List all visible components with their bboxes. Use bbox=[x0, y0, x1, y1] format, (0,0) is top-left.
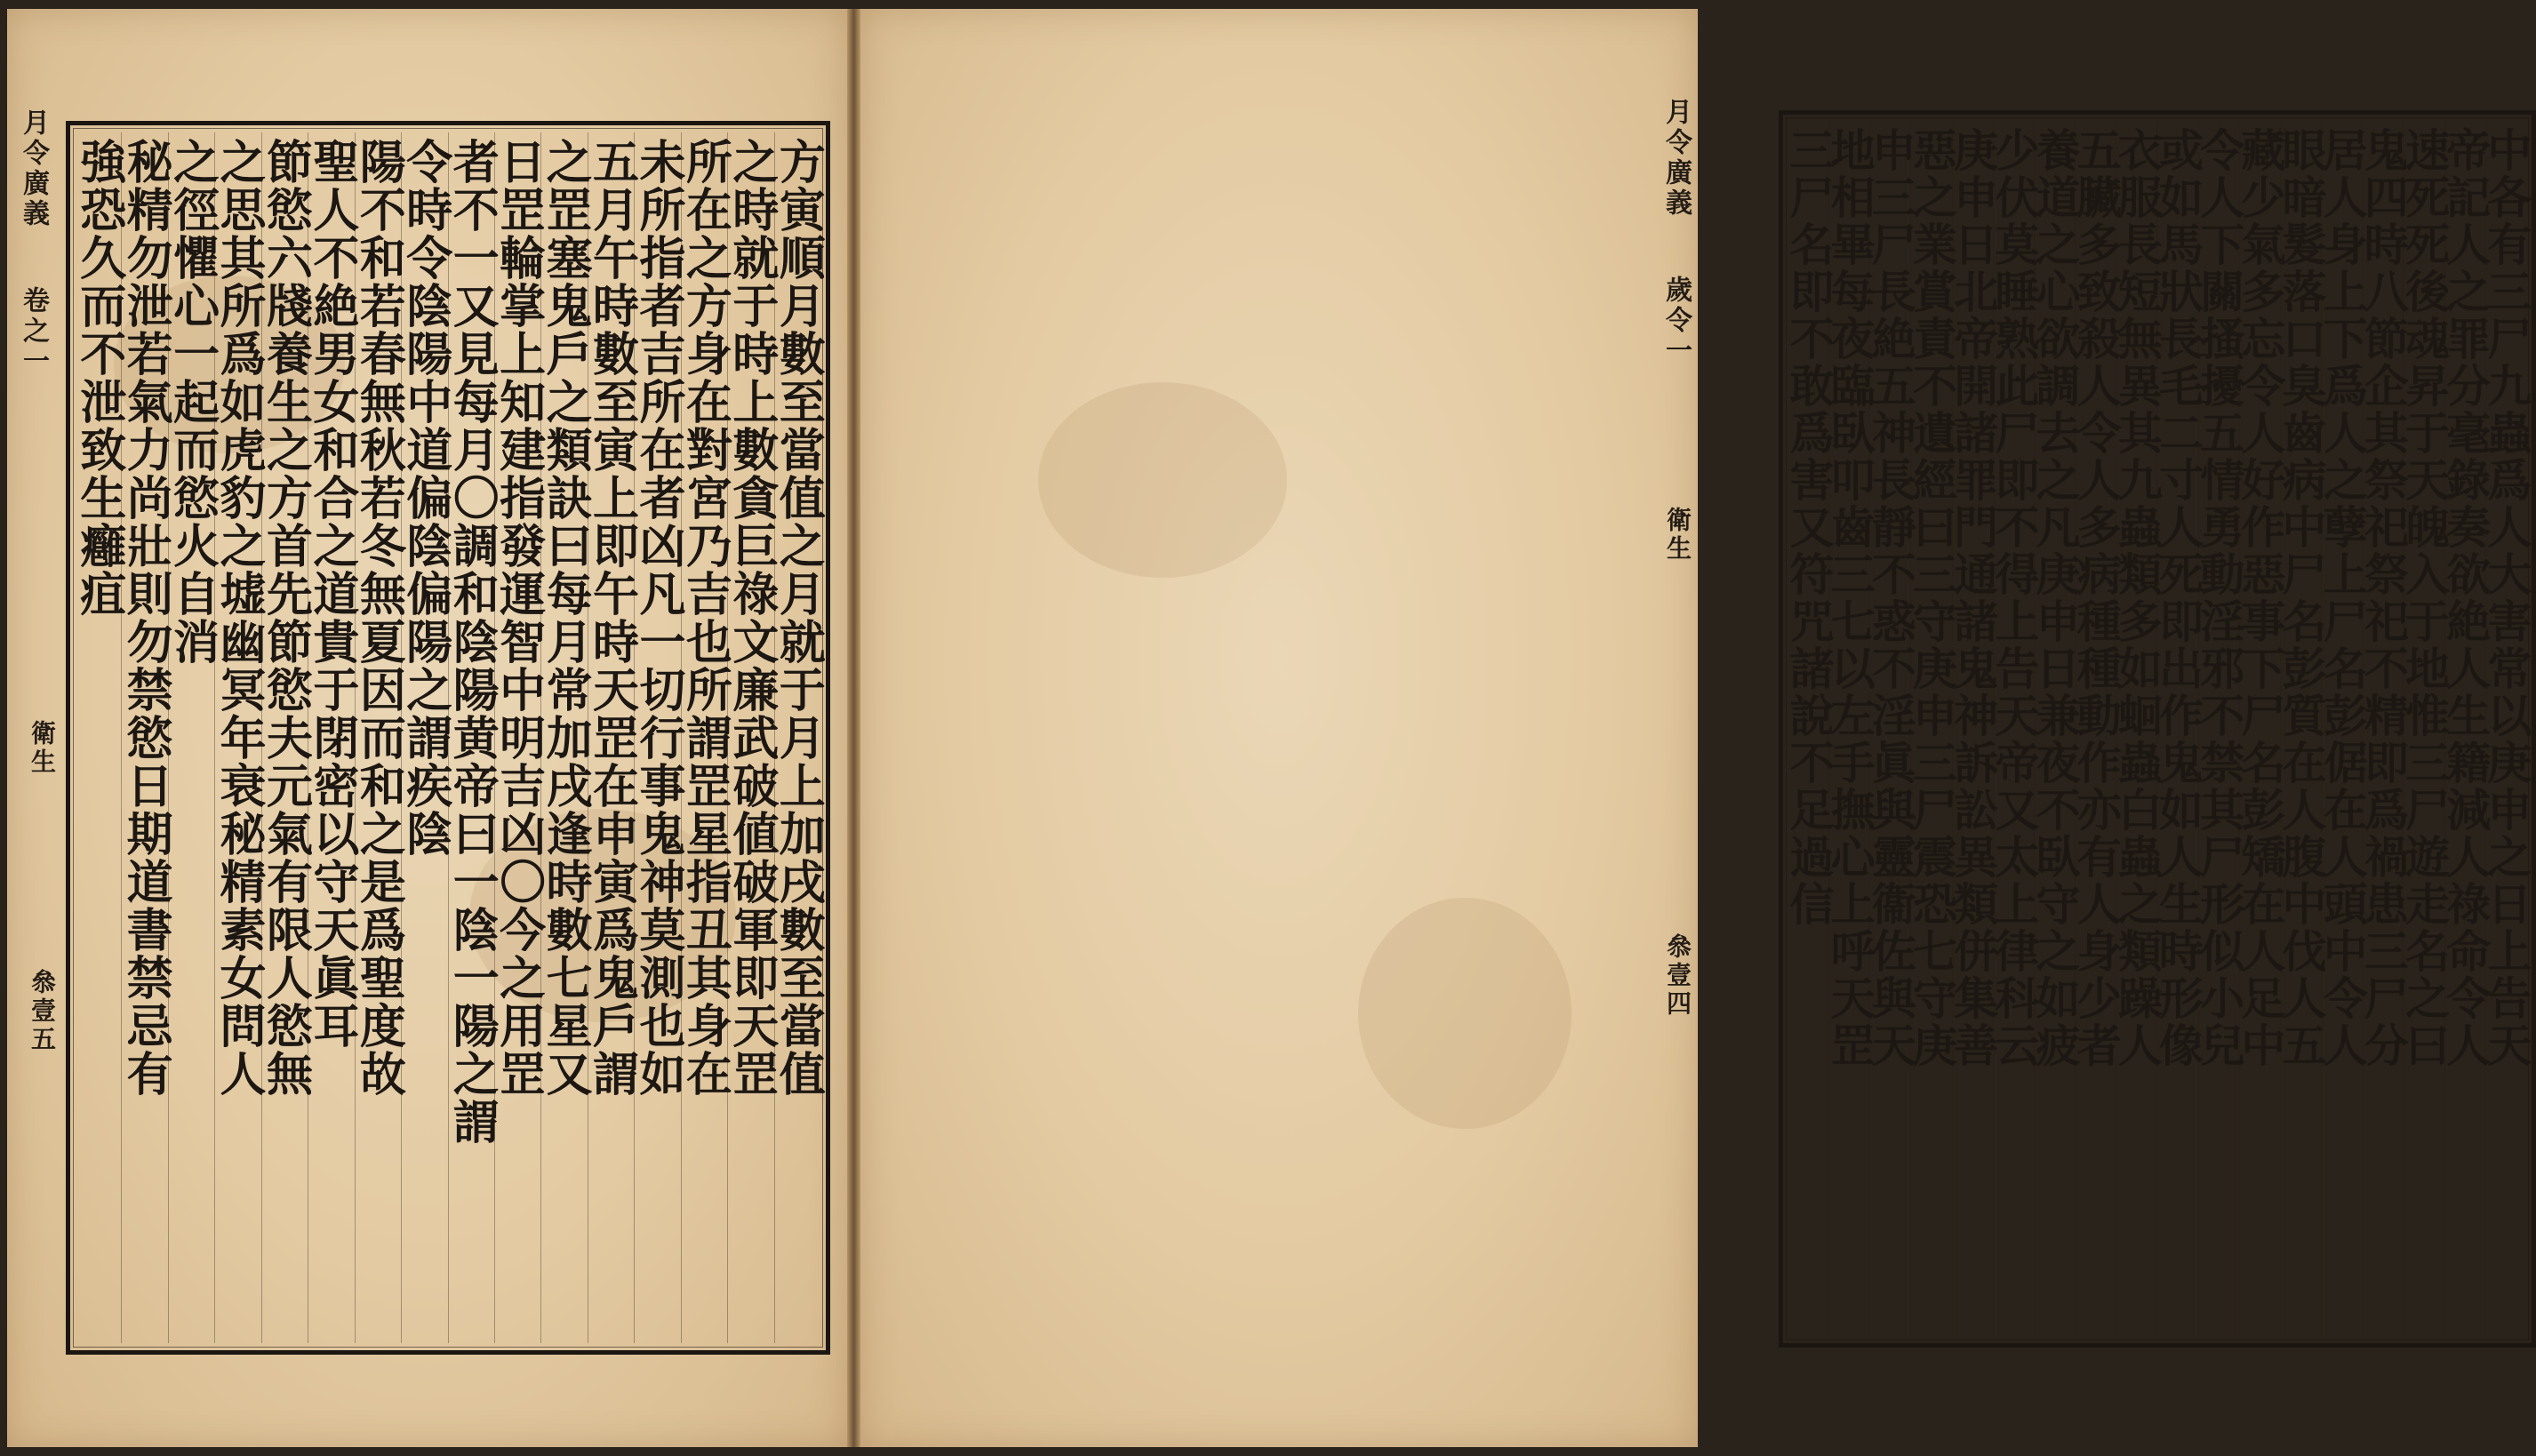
column-text: 少伏莫睡熟此尸即不得上告天帝又太上律科云 bbox=[1988, 127, 2041, 1069]
text-column bbox=[584, 132, 639, 1343]
left-margin-folio: 叅壹五 bbox=[28, 969, 57, 1054]
column-text: 庚申日北帝開諸罪門通諸鬼神訴訟異類併集善 bbox=[1947, 127, 2000, 1069]
column-text: 藏少氣多忘令人好作惡事下尸名彭矯在人足中 bbox=[2234, 127, 2287, 1069]
column-text: 所在之方身在對宮乃吉也所謂罡星指丑其身在 bbox=[677, 138, 732, 1098]
book-spread bbox=[7, 9, 2533, 1447]
right-margin-juan: 歲令一 bbox=[1660, 276, 1692, 366]
text-column bbox=[258, 132, 313, 1343]
column-text: 三尸名即不敢爲害又符咒諸說不足過信 bbox=[1782, 127, 1836, 928]
paper-stain bbox=[1358, 898, 1572, 1129]
text-column bbox=[724, 132, 779, 1343]
column-text: 眼暗髮落口臭齒病中尸名彭質在人腹中伐人五 bbox=[2275, 127, 2328, 1069]
text-column bbox=[351, 132, 406, 1343]
column-text: 秘精勿泄若氣力尚壯則勿禁慾日期道書禁忌有 bbox=[118, 138, 173, 1098]
column-text: 聖人不絶男女和合之道貴于閉密以守天眞耳 bbox=[304, 138, 359, 1050]
text-column bbox=[397, 132, 452, 1343]
column-text: 養道之心欲調去之凡庚申日兼夜不臥守之如疲 bbox=[2028, 127, 2082, 1069]
column-text: 帝記人之罪分毫錄奏欲絶人生籍減人祿命令人 bbox=[2439, 127, 2492, 1069]
column-text: 節慾六牋養生之方首先節慾夫元氣有限人慾無 bbox=[258, 138, 313, 1098]
left-text-frame bbox=[66, 121, 830, 1355]
right-margin-folio: 叅壹四 bbox=[1663, 933, 1692, 1019]
column-text: 五臟多致殺人令人多病種種動作亦有人身少者 bbox=[2069, 127, 2123, 1069]
column-text: 者不一又見每月〇調和陰陽黄帝曰一陰一陽之謂 bbox=[444, 138, 500, 1146]
right-margin-section: 衛生 bbox=[1663, 507, 1692, 564]
right-columns bbox=[1782, 122, 2533, 1336]
left-margin-title: 月令廣義 bbox=[18, 108, 49, 229]
column-text: 未所指者吉所在者凶凡一切行事鬼神莫測也如 bbox=[630, 138, 685, 1098]
text-column bbox=[444, 132, 500, 1343]
column-text: 鬼四時八節企其祭祀祭祀不精即爲禍患三尸分 bbox=[2356, 127, 2410, 1069]
column-text: 令時令陰陽中道偏陰偏陽之謂疾陰 bbox=[397, 138, 452, 858]
book-gutter bbox=[847, 9, 860, 1447]
text-column bbox=[164, 132, 220, 1343]
column-text: 衣服長短無異其九蟲類多如蛔蟲白蟲之類躁人 bbox=[2110, 127, 2164, 1069]
text-column bbox=[491, 132, 546, 1343]
left-page bbox=[7, 9, 847, 1447]
column-text: 強恐久而不泄致生癰疽 bbox=[71, 138, 126, 618]
right-text-frame bbox=[1779, 110, 2536, 1348]
right-margin-title: 月令廣義 bbox=[1660, 98, 1692, 219]
column-text: 日罡輪掌上知建指發運智中明吉凶〇今之用罡 bbox=[491, 138, 546, 1098]
column-text: 或如馬狀長毛二寸人死即出作鬼如人生時形像 bbox=[2152, 127, 2205, 1069]
column-text: 方寅順月數至當值之月就于月上加戌數至當值 bbox=[771, 138, 826, 1098]
column-text: 申三尸長絶五神長靜不惑不淫眞與靈衞佐與天 bbox=[1864, 127, 1917, 1069]
column-text: 速死死後魂昇于天魄入于地惟三尸遊走名之曰 bbox=[2398, 127, 2452, 1069]
text-column bbox=[118, 132, 173, 1343]
text-column bbox=[538, 132, 593, 1343]
text-column bbox=[71, 132, 126, 1343]
paper-stain bbox=[1038, 382, 1287, 578]
text-column bbox=[677, 132, 732, 1343]
column-text: 陽不和若春無秋若冬無夏因而和之是爲聖度故 bbox=[351, 138, 406, 1098]
right-page bbox=[860, 9, 2533, 1447]
left-columns bbox=[71, 132, 826, 1343]
text-column bbox=[304, 132, 359, 1343]
column-text: 惡之業賞責不遺經曰三守庚申三尸震恐七守庚 bbox=[1906, 127, 1958, 1069]
column-text: 令人下關搔擾五情勇動淫邪不禁其尸形似小兒 bbox=[2193, 127, 2246, 1069]
text-column bbox=[212, 132, 267, 1343]
text-column bbox=[1782, 122, 1836, 1336]
column-text: 地相畢每夜臨臥叩齒三七以左手撫心上呼天罡 bbox=[1823, 127, 1876, 1069]
column-text: 之思其所爲如虎豹之墟幽冥年衰秘精素女問人 bbox=[212, 138, 267, 1098]
column-text: 居人身上下爲人之孽上尸名彭倨在人頭中令人 bbox=[2316, 127, 2369, 1069]
column-text: 五月午時數至寅上即午時天罡在申寅爲鬼戶謂 bbox=[584, 138, 639, 1098]
column-text: 中各有三尸九蟲爲人大害常以庚申之日上告天 bbox=[2480, 127, 2533, 1069]
left-margin-juan: 卷之一 bbox=[18, 286, 49, 377]
column-text: 之時就于時上數貪巨祿文廉武破値破軍即天罡 bbox=[724, 138, 779, 1098]
left-margin-section: 衛生 bbox=[28, 720, 57, 777]
column-text: 之徑懼心一起而慾火自消 bbox=[164, 138, 220, 666]
column-text: 之罡塞鬼戶之類訣曰每月常加戌逢時數七星又 bbox=[538, 138, 593, 1098]
text-column bbox=[771, 132, 826, 1343]
text-column bbox=[630, 132, 685, 1343]
